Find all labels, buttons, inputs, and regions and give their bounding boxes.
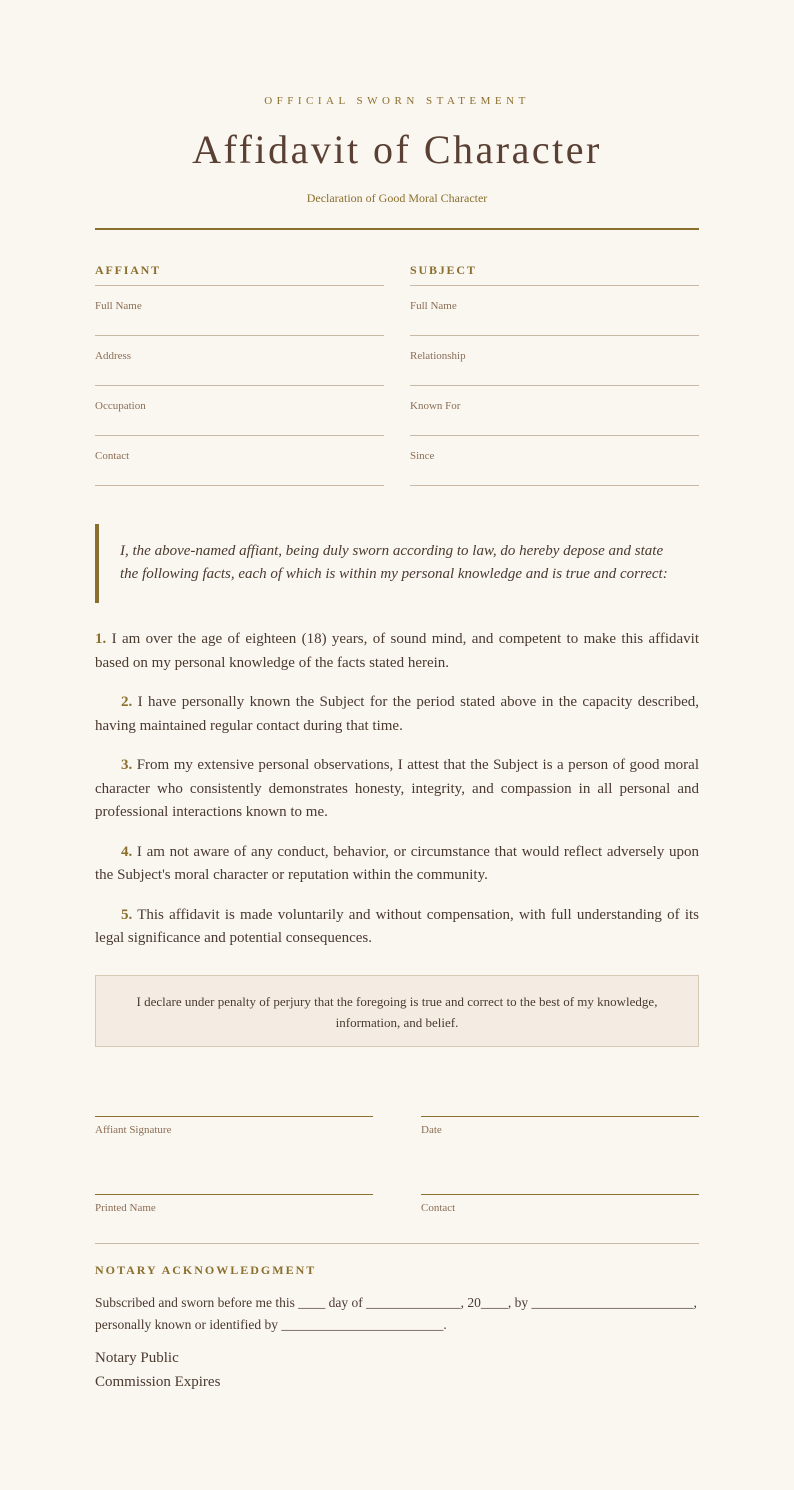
statement-item xyxy=(95,754,699,825)
contact-label: Contact xyxy=(421,1202,456,1214)
statement-number: 2. xyxy=(121,694,133,710)
contact-block[interactable] xyxy=(421,1194,699,1214)
subject-relationship-field[interactable] xyxy=(410,336,699,386)
affiant-signature-label: Affiant Signature xyxy=(95,1124,172,1136)
statement-list xyxy=(95,628,699,967)
subject-since-field[interactable] xyxy=(410,436,699,486)
statement-item xyxy=(95,691,699,738)
oath-intro-text: I, the above-named affiant, being duly sworn according to law, do hereby depose and state the following facts, each of which is within my personal knowledge and is true and correct: xyxy=(120,543,668,582)
perjury-declaration: I declare under penalty of perjury that the foregoing is true and correct to the best of my knowledge, information, and belief. xyxy=(95,975,699,1047)
affiant-full-name-label: Full Name xyxy=(95,300,142,312)
document-subtitle: Declaration of Good Moral Character xyxy=(306,191,488,205)
subject-section xyxy=(410,263,699,486)
affiant-contact-label: Contact xyxy=(95,450,130,462)
oath-intro xyxy=(95,524,675,603)
statement-text: From my extensive personal observations, I attest that the Subject is a person of good moral character who consistently demonstrates honesty, integrity, and compassion in all personal and professional interactions known to me. xyxy=(95,757,699,820)
subject-full-name-field[interactable] xyxy=(410,286,699,336)
signature-line xyxy=(421,1116,699,1117)
affiant-heading: AFFIANT xyxy=(95,263,384,286)
affiant-section xyxy=(95,263,384,486)
affiant-occupation-label: Occupation xyxy=(95,400,146,412)
statement-text: I am not aware of any conduct, behavior, or circumstance that would reflect adversely upon the Subject's moral character or reputation within the community. xyxy=(95,843,699,883)
date-label: Date xyxy=(421,1124,442,1136)
printed-name-block[interactable] xyxy=(95,1194,373,1214)
notary-divider xyxy=(95,1243,699,1244)
statement-item xyxy=(95,628,699,675)
statement-item xyxy=(95,904,699,951)
signature-line xyxy=(95,1116,373,1117)
affiant-address-label: Address xyxy=(95,350,132,362)
affiant-signature-block[interactable] xyxy=(95,1116,373,1136)
affiant-full-name-field[interactable] xyxy=(95,286,384,336)
statement-number: 4. xyxy=(121,843,133,860)
affiant-contact-field[interactable] xyxy=(95,436,384,486)
subject-known-for-field[interactable] xyxy=(410,386,699,436)
statement-text: I am over the age of eighteen (18) years, of sound mind, and competent to make this affidavit based on my personal knowledge of the facts stated herein. xyxy=(95,631,700,671)
signature-line xyxy=(95,1194,373,1195)
subject-relationship-label: Relationship xyxy=(410,350,466,362)
statement-text: I have personally known the Subject for the period stated above in the capacity described, having maintained regular contact during that time. xyxy=(95,694,699,734)
statement-number: 5. xyxy=(121,906,133,923)
document-eyebrow: OFFICIAL SWORN STATEMENT xyxy=(264,95,530,107)
subject-heading: SUBJECT xyxy=(410,263,699,286)
statement-number: 3. xyxy=(121,757,133,773)
statement-text: This affidavit is made voluntarily and without compensation, with full understanding of its legal significance and potential consequences. xyxy=(95,906,700,946)
document-title: Affidavit of Character xyxy=(192,127,602,172)
date-block[interactable] xyxy=(421,1116,699,1136)
statement-number: 1. xyxy=(95,631,107,647)
notary-acknowledgment-text: Subscribed and sworn before me this ____ day of ______________, 20____, by ________________________, personally known or identified by ________________________. xyxy=(95,1295,697,1332)
header-divider xyxy=(95,228,699,230)
subject-since-label: Since xyxy=(410,450,435,462)
subject-full-name-label: Full Name xyxy=(410,300,457,312)
notary-heading: NOTARY ACKNOWLEDGMENT xyxy=(95,1263,317,1277)
notary-public-label: Notary Public xyxy=(95,1350,179,1366)
commission-expires-label: Commission Expires xyxy=(95,1374,221,1390)
signature-line xyxy=(421,1194,699,1195)
affiant-address-field[interactable] xyxy=(95,336,384,386)
statement-item xyxy=(95,841,699,888)
affiant-occupation-field[interactable] xyxy=(95,386,384,436)
subject-known-for-label: Known For xyxy=(410,400,461,412)
printed-name-label: Printed Name xyxy=(95,1202,156,1214)
